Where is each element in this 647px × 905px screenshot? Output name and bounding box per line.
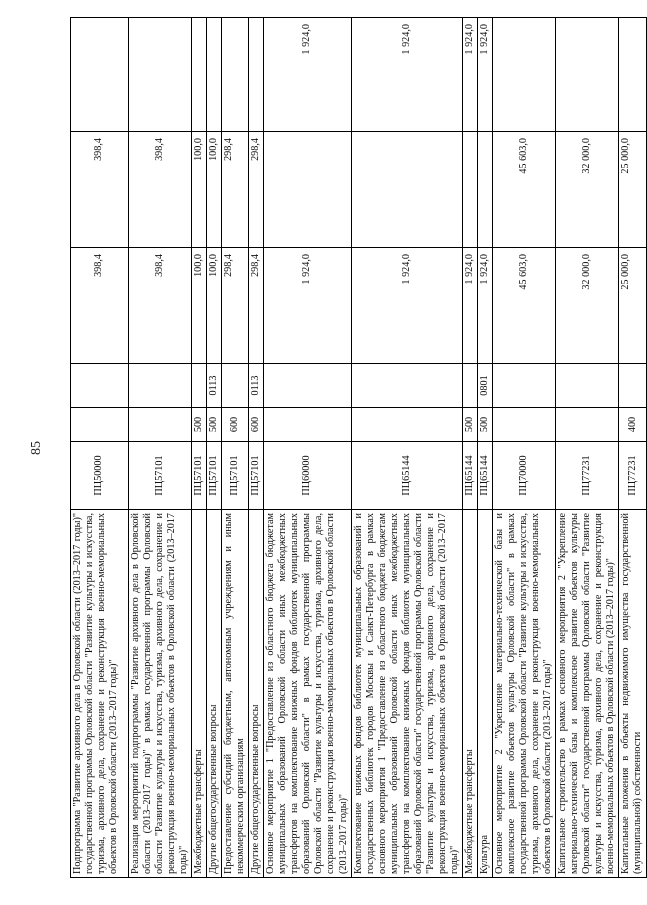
table-row <box>492 18 555 878</box>
total-amount-cell: 1 924,0 <box>477 248 492 364</box>
federal-amount-cell: 1 924,0 <box>462 18 477 132</box>
row-name-cell: Комплектование книжных фондов библиотек муниципальных образований и государственных библиотек городов Москвы и Санкт-Петербурга в рамках основного мероприятия 1 "Предоставление из областного бюджета бюджетам муниципальных образований Орловской области иных межбюджетных трансфертов на комплектование книжных фондов библиотек муниципальных образований Орловской области" государственной программы Орловской области "Развитие культуры и искусства, туризма, архивного дела, сохранение и реконструкция военно-мемориальных объектов в Орловской области (2013–2017 годы)" <box>351 510 462 878</box>
regional-amount-cell <box>351 132 462 248</box>
regional-amount-cell: 298,4 <box>249 132 264 248</box>
target-code-cell: ПЦ65144 <box>351 442 462 510</box>
target-code-cell: ПЦ70000 <box>492 442 555 510</box>
row-name-cell: Предоставление субсидий бюджетным, автономным учреждениям и иным некоммерческим организациям <box>222 510 249 878</box>
total-amount-cell: 298,4 <box>222 248 249 364</box>
row-name-cell: Капитальные вложения в объекты недвижимого имущества государственной (муниципальной) собственности <box>619 510 647 878</box>
row-name-cell: Культура <box>477 510 492 878</box>
expense-type-cell: 400 <box>619 408 647 442</box>
section-code-cell <box>619 364 647 408</box>
row-name-cell: Другие общегосударственные вопросы <box>207 510 222 878</box>
total-amount-cell: 25 000,0 <box>619 248 647 364</box>
table-row <box>264 18 351 878</box>
total-amount-cell: 1 924,0 <box>462 248 477 364</box>
expense-type-cell: 500 <box>462 408 477 442</box>
total-amount-cell: 32 000,0 <box>556 248 619 364</box>
table-row <box>207 18 222 878</box>
regional-amount-cell: 45 603,0 <box>492 132 555 248</box>
federal-amount-cell: 1 924,0 <box>477 18 492 132</box>
row-name-cell: Капитальное строительство в рамках основного мероприятия 2 "Укрепление материально-технической базы и комплексное развитие объектов культуры Орловской области" государственной программы Орловской области "Развитие культуры и искусства, туризма, архивного дела, сохранение и реконструкция военно-мемориальных объектов в Орловской области (2013–2017 годы)" <box>556 510 619 878</box>
target-code-cell: ПЦ65144 <box>477 442 492 510</box>
target-code-cell: ПЦ77231 <box>619 442 647 510</box>
section-code-cell <box>222 364 249 408</box>
section-code-cell <box>462 364 477 408</box>
regional-amount-cell: 32 000,0 <box>556 132 619 248</box>
target-code-cell: ПЦ65144 <box>462 442 477 510</box>
total-amount-cell: 45 603,0 <box>492 248 555 364</box>
federal-amount-cell <box>492 18 555 132</box>
page-number: 85 <box>29 441 44 455</box>
row-name-cell: Реализация мероприятий подпрограммы "Развитие архивного дела в Орловской области (2013–2017 годы)" в рамках государственной программы Орловской области "Развитие культуры и искусства, туризма, архивного дела, сохранение и реконструкция военно-мемориальных объектов в Орловской области (2013–2017 годы)" <box>129 510 192 878</box>
target-code-cell: ПЦ57101 <box>207 442 222 510</box>
regional-amount-cell: 100,0 <box>192 132 207 248</box>
federal-amount-cell <box>222 18 249 132</box>
expense-type-cell: 500 <box>207 408 222 442</box>
section-code-cell <box>192 364 207 408</box>
total-amount-cell: 1 924,0 <box>264 248 351 364</box>
regional-amount-cell <box>477 132 492 248</box>
total-amount-cell: 298,4 <box>249 248 264 364</box>
expense-type-cell <box>264 408 351 442</box>
table-row <box>477 18 492 878</box>
total-amount-cell: 398,4 <box>129 248 192 364</box>
federal-amount-cell <box>71 18 129 132</box>
section-code-cell <box>129 364 192 408</box>
expense-type-cell <box>492 408 555 442</box>
federal-amount-cell <box>556 18 619 132</box>
federal-amount-cell: 1 924,0 <box>264 18 351 132</box>
federal-amount-cell: 1 924,0 <box>351 18 462 132</box>
target-code-cell: ПЦ50000 <box>71 442 129 510</box>
section-code-cell <box>351 364 462 408</box>
expense-type-cell <box>351 408 462 442</box>
table-row <box>351 18 462 878</box>
regional-amount-cell: 298,4 <box>222 132 249 248</box>
section-code-cell <box>556 364 619 408</box>
expense-type-cell <box>71 408 129 442</box>
row-name-cell: Межбюджетные трансферты <box>192 510 207 878</box>
total-amount-cell: 100,0 <box>207 248 222 364</box>
budget-table <box>70 17 647 878</box>
target-code-cell: ПЦ57101 <box>249 442 264 510</box>
row-name-cell: Другие общегосударственные вопросы <box>249 510 264 878</box>
table-row <box>71 18 129 878</box>
federal-amount-cell <box>249 18 264 132</box>
table-row <box>462 18 477 878</box>
expense-type-cell <box>556 408 619 442</box>
table-row <box>556 18 619 878</box>
table-row <box>222 18 249 878</box>
target-code-cell: ПЦ60000 <box>264 442 351 510</box>
federal-amount-cell <box>129 18 192 132</box>
table-row <box>249 18 264 878</box>
row-name-cell: Межбюджетные трансферты <box>462 510 477 878</box>
target-code-cell: ПЦ57101 <box>129 442 192 510</box>
budget-table-sheet <box>70 18 644 878</box>
row-name-cell: Подпрограмма "Развитие архивного дела в Орловской области (2013–2017 годы)" государственной программы Орловской области "Развитие культуры и искусства, туризма, архивного дела, сохранение и реконструкция военно-мемориальных объектов в Орловской области (2013–2017 годы)" <box>71 510 129 878</box>
federal-amount-cell <box>619 18 647 132</box>
regional-amount-cell: 25 000,0 <box>619 132 647 248</box>
total-amount-cell: 398,4 <box>71 248 129 364</box>
row-name-cell: Основное мероприятие 1 "Предоставление из областного бюджета бюджетам муниципальных образований Орловской области иных межбюджетных трансфертов на комплектование книжных фондов библиотек муниципальных образований Орловской области" в рамках государственной программы Орловской области "Развитие культуры и искусства, туризма, архивного дела, сохранение и реконструкция военно-мемориальных объектов в Орловской области (2013–2017 годы)" <box>264 510 351 878</box>
section-code-cell: 0801 <box>477 364 492 408</box>
target-code-cell: ПЦ57101 <box>192 442 207 510</box>
expense-type-cell: 600 <box>249 408 264 442</box>
expense-type-cell: 500 <box>477 408 492 442</box>
section-code-cell <box>492 364 555 408</box>
total-amount-cell: 1 924,0 <box>351 248 462 364</box>
target-code-cell: ПЦ77231 <box>556 442 619 510</box>
expense-type-cell: 500 <box>192 408 207 442</box>
regional-amount-cell: 398,4 <box>129 132 192 248</box>
regional-amount-cell <box>264 132 351 248</box>
section-code-cell: 0113 <box>249 364 264 408</box>
section-code-cell: 0113 <box>207 364 222 408</box>
table-row <box>129 18 192 878</box>
section-code-cell <box>71 364 129 408</box>
row-name-cell: Основное мероприятие 2 "Укрепление материально-технической базы и комплексное развитие объектов культуры Орловской области" в рамках государственной программы Орловской области "Развитие культуры и искусства, туризма, архивного дела, сохранение и реконструкция военно-мемориальных объектов в Орловской области (2013–2017 годы)" <box>492 510 555 878</box>
regional-amount-cell: 398,4 <box>71 132 129 248</box>
federal-amount-cell <box>207 18 222 132</box>
total-amount-cell: 100,0 <box>192 248 207 364</box>
target-code-cell: ПЦ57101 <box>222 442 249 510</box>
table-row <box>619 18 647 878</box>
expense-type-cell <box>129 408 192 442</box>
regional-amount-cell: 100,0 <box>207 132 222 248</box>
expense-type-cell: 600 <box>222 408 249 442</box>
table-row <box>192 18 207 878</box>
regional-amount-cell <box>462 132 477 248</box>
section-code-cell <box>264 364 351 408</box>
federal-amount-cell <box>192 18 207 132</box>
